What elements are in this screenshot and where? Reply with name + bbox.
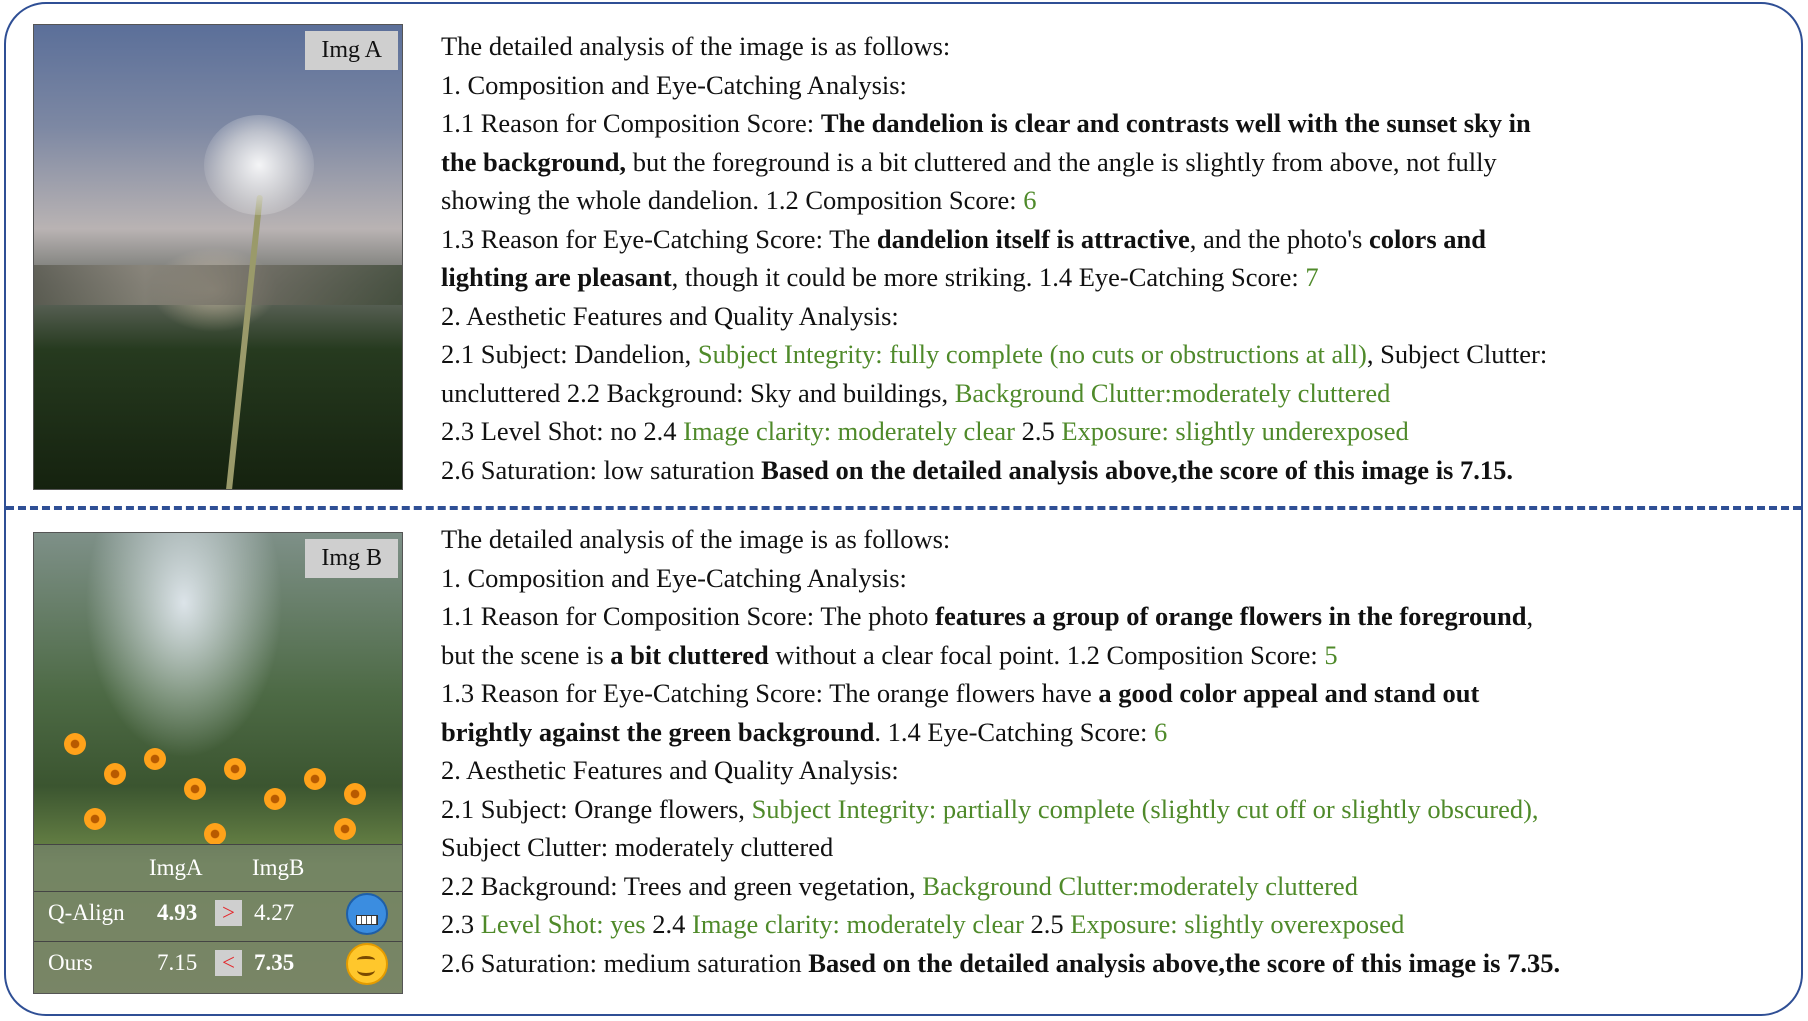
text-segment: The detailed analysis of the image is as follows: bbox=[441, 31, 951, 61]
bold-text: the background, bbox=[441, 146, 627, 177]
text-line bbox=[441, 374, 1786, 413]
highlight-text: Image clarity: moderately clear bbox=[683, 416, 1015, 446]
text-line bbox=[441, 412, 1786, 451]
smiling-face-icon bbox=[346, 943, 388, 985]
text-line bbox=[441, 66, 1786, 105]
text-segment: 2.1 Subject: Dandelion, bbox=[441, 339, 698, 369]
text-segment: 1.3 Reason for Eye-Catching Score: The bbox=[441, 223, 877, 254]
bold-text: brightly against the green background bbox=[441, 716, 875, 747]
highlight-text: Subject Integrity: fully complete (no cuts or obstructions at all) bbox=[697, 339, 1367, 369]
text-segment: Subject Clutter: moderately cluttered bbox=[441, 832, 834, 862]
text-line bbox=[441, 751, 1786, 790]
bold-text: lighting are pleasant bbox=[441, 262, 672, 292]
orange-flower bbox=[334, 818, 356, 840]
orange-flower bbox=[184, 778, 206, 800]
text-segment: 1.1 Reason for Composition Score: bbox=[441, 108, 821, 138]
score-table-header bbox=[34, 855, 402, 885]
highlight-text: 6 bbox=[1023, 185, 1037, 215]
comparison-symbol: > bbox=[215, 900, 242, 926]
grimacing-face-icon bbox=[346, 893, 388, 935]
dandelion-head bbox=[204, 115, 314, 215]
text-line bbox=[441, 790, 1786, 829]
method-name: Ours bbox=[48, 950, 93, 975]
text-segment: 2.2 Background: Trees and green vegetation, bbox=[441, 870, 923, 901]
score-row-ours bbox=[34, 941, 402, 986]
text-segment: , bbox=[1526, 601, 1534, 631]
highlight-text: Exposure: slightly underexposed bbox=[1061, 416, 1409, 446]
text-segment: . 1.4 Eye-Catching Score: bbox=[874, 716, 1155, 747]
highlight-text: 6 bbox=[1154, 716, 1168, 747]
text-line bbox=[441, 104, 1786, 143]
text-segment: 2.6 Saturation: medium saturation bbox=[441, 947, 809, 978]
text-line bbox=[441, 597, 1786, 636]
dandelion-stem bbox=[226, 195, 263, 490]
highlight-text: Background Clutter:moderately cluttered bbox=[954, 377, 1391, 408]
background-buildings bbox=[34, 265, 403, 305]
text-segment: 2. Aesthetic Features and Quality Analysis: bbox=[441, 300, 899, 331]
text-segment: 2.3 Level Shot: no 2.4 bbox=[441, 416, 684, 446]
text-segment: 2.6 Saturation: low saturation bbox=[441, 454, 762, 485]
text-segment: but the scene is bbox=[441, 639, 611, 670]
orange-flower bbox=[204, 823, 226, 845]
text-line bbox=[441, 867, 1786, 906]
text-line bbox=[441, 905, 1786, 944]
text-line bbox=[441, 143, 1786, 182]
text-line bbox=[441, 828, 1786, 867]
text-segment: uncluttered 2.2 Background: Sky and buildings, bbox=[441, 377, 955, 408]
score-imga: 4.93 bbox=[157, 900, 198, 925]
col-header-imgb: ImgB bbox=[252, 855, 305, 880]
image-b-flowers bbox=[33, 532, 403, 994]
analysis-text-a bbox=[441, 27, 1786, 489]
text-line bbox=[441, 258, 1786, 297]
highlight-text: Subject Integrity: partially complete (slightly cut off or slightly obscured), bbox=[751, 793, 1539, 824]
text-line bbox=[441, 27, 1786, 66]
score-row-qalign bbox=[34, 891, 402, 936]
text-segment: 1.3 Reason for Eye-Catching Score: The orange flowers have bbox=[441, 678, 1099, 708]
bold-text: a good color appeal and stand out bbox=[1098, 678, 1480, 708]
text-line bbox=[441, 181, 1786, 220]
highlight-text: Background Clutter:moderately cluttered bbox=[922, 870, 1358, 901]
text-segment: 2.5 bbox=[1014, 416, 1062, 446]
image-b-label: Img B bbox=[305, 539, 398, 578]
text-line bbox=[441, 674, 1786, 713]
orange-flower bbox=[224, 758, 246, 780]
text-segment: 1.1 Reason for Composition Score: The photo bbox=[441, 601, 936, 631]
orange-flower bbox=[84, 808, 106, 830]
highlight-text: Level Shot: yes bbox=[480, 909, 646, 939]
orange-flower bbox=[344, 783, 366, 805]
text-segment: 1. Composition and Eye-Catching Analysis: bbox=[441, 69, 907, 100]
score-imga: 7.15 bbox=[157, 950, 198, 975]
analysis-text-b bbox=[441, 520, 1786, 982]
score-imgb: 7.35 bbox=[254, 950, 295, 975]
text-line bbox=[441, 297, 1786, 336]
bold-text: a bit cluttered bbox=[610, 639, 769, 670]
bold-text: features a group of orange flowers in the foreground bbox=[935, 601, 1527, 631]
bold-text: Based on the detailed analysis above,the score of this image is 7.35. bbox=[808, 947, 1561, 978]
comparison-symbol: < bbox=[215, 950, 242, 976]
text-segment: 2.1 Subject: Orange flowers, bbox=[441, 793, 752, 824]
image-a-dandelion bbox=[33, 24, 403, 490]
text-line bbox=[441, 713, 1786, 752]
text-line bbox=[441, 559, 1786, 598]
score-imgb: 4.27 bbox=[254, 900, 295, 925]
bold-text: dandelion itself is attractive bbox=[876, 223, 1190, 254]
text-line bbox=[441, 220, 1786, 259]
dashed-divider bbox=[6, 506, 1801, 510]
orange-flower bbox=[144, 748, 166, 770]
text-line bbox=[441, 944, 1786, 983]
bold-text: The dandelion is clear and contrasts well with the sunset sky in bbox=[820, 108, 1531, 138]
text-segment: , and the photo's bbox=[1189, 223, 1369, 254]
highlight-text: 5 bbox=[1324, 639, 1338, 670]
text-segment: 2.4 bbox=[645, 909, 692, 939]
text-segment: 2. Aesthetic Features and Quality Analysis: bbox=[441, 755, 899, 785]
text-segment: , though it could be more striking. 1.4 Eye-Catching Score: bbox=[671, 262, 1306, 292]
text-segment: but the foreground is a bit cluttered and the angle is slightly from above, not fully bbox=[626, 146, 1497, 177]
col-header-imga: ImgA bbox=[149, 855, 203, 880]
bold-text: colors and bbox=[1368, 223, 1486, 254]
score-comparison-table bbox=[34, 844, 402, 993]
text-segment: 2.5 bbox=[1023, 909, 1071, 939]
highlight-text: Exposure: slightly overexposed bbox=[1070, 909, 1405, 939]
text-line bbox=[441, 451, 1786, 490]
highlight-text: Image clarity: moderately clear bbox=[692, 909, 1024, 939]
text-segment: showing the whole dandelion. 1.2 Composition Score: bbox=[441, 185, 1024, 215]
text-segment: 1. Composition and Eye-Catching Analysis: bbox=[441, 562, 907, 593]
text-segment: , Subject Clutter: bbox=[1366, 339, 1548, 369]
orange-flower bbox=[264, 788, 286, 810]
text-line bbox=[441, 520, 1786, 559]
orange-flower bbox=[64, 733, 86, 755]
bold-text: Based on the detailed analysis above,the score of this image is 7.15. bbox=[761, 454, 1513, 485]
orange-flower bbox=[104, 763, 126, 785]
text-line bbox=[441, 335, 1786, 374]
highlight-text: 7 bbox=[1305, 262, 1319, 292]
method-name: Q-Align bbox=[48, 900, 125, 925]
text-line bbox=[441, 636, 1786, 675]
text-segment: The detailed analysis of the image is as follows: bbox=[441, 524, 951, 554]
image-a-label: Img A bbox=[305, 31, 398, 70]
text-segment: without a clear focal point. 1.2 Composition Score: bbox=[768, 639, 1325, 670]
orange-flower bbox=[304, 768, 326, 790]
text-segment: 2.3 bbox=[441, 909, 481, 939]
